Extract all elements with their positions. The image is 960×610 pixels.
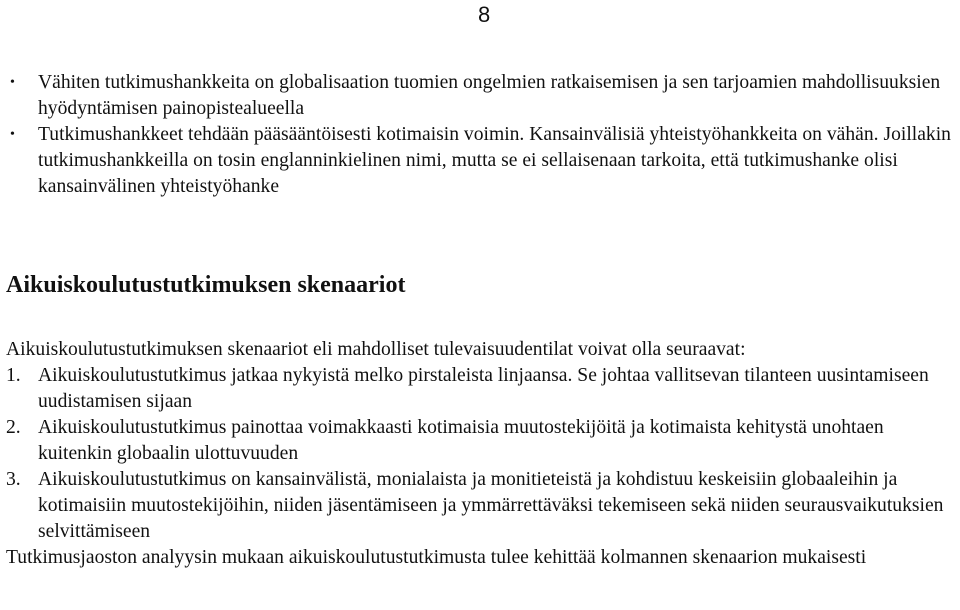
bullet-item	[0, 70, 960, 122]
bullet-item	[0, 122, 960, 200]
scenario-section	[6, 337, 960, 571]
bullet-text: Vähiten tutkimushankkeita on globalisaation tuomien ongelmien ratkaisemisen ja sen tarjoamien mahdollisuuksien hyödyntämisen painopistealueella	[38, 72, 941, 119]
scenario-text: Aikuiskoulutustutkimus jatkaa nykyistä melko pirstaleista linjaansa. Se johtaa vallitsevan tilanteen uusintamiseen uudistamisen sijaan	[38, 365, 929, 412]
page-number: 8	[478, 2, 491, 27]
scenario-item	[6, 363, 960, 415]
bullet-icon: •	[10, 127, 15, 142]
scenario-number: 3.	[6, 469, 21, 490]
bullet-list	[0, 70, 960, 200]
section-heading: Aikuiskoulutustutkimuksen skenaariot	[6, 272, 406, 298]
scenario-item	[6, 415, 960, 467]
scenario-number: 1.	[6, 365, 21, 386]
scenario-item	[6, 467, 960, 545]
bullet-icon: •	[10, 75, 15, 90]
conclusion-paragraph: Tutkimusjaoston analyysin mukaan aikuiskoulutustutkimusta tulee kehittää kolmannen skenaarion mukaisesti	[6, 547, 867, 568]
intro-paragraph: Aikuiskoulutustutkimuksen skenaariot eli mahdolliset tulevaisuudentilat voivat olla seuraavat:	[6, 339, 746, 360]
bullet-text: Tutkimushankkeet tehdään pääsääntöisesti kotimaisin voimin. Kansainvälisiä yhteistyöhankkeita on vähän. Joillakin tutkimushankkeilla on tosin englanninkielinen nimi, mutta se ei sellaisenaan tarkoita, että tutkimushanke olisi kansainvälinen yhteistyöhanke	[38, 124, 951, 197]
scenario-text: Aikuiskoulutustutkimus on kansainvälistä, monialaista ja monitieteistä ja kohdistuu keskeisiin globaaleihin ja kotimaisiin muutostekijöihin, niiden jäsentämiseen ja ymmärrettäväksi tekemiseen sekä niiden seurausvaikutuksien selvittämiseen	[38, 469, 944, 542]
scenario-number: 2.	[6, 417, 21, 438]
scenario-text: Aikuiskoulutustutkimus painottaa voimakkaasti kotimaisia muutostekijöitä ja kotimaista kehitystä unohtaen kuitenkin globaalin ulottuvuuden	[38, 417, 884, 464]
